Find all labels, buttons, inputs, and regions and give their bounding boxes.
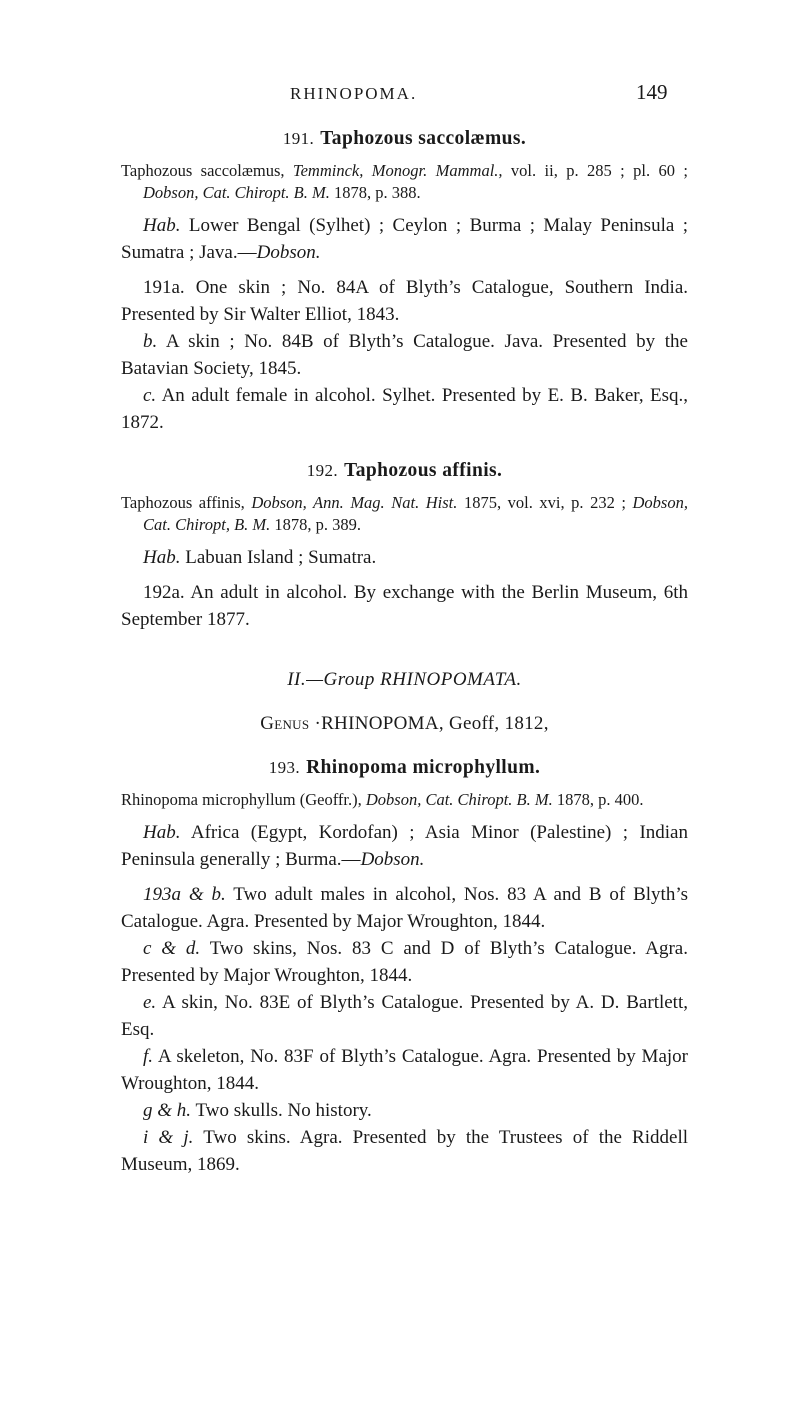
genus-text: ·RHINOPOMA, Geoff, 1812, [309, 713, 549, 734]
species-number: 191. [282, 129, 315, 148]
habitat-text: Africa (Egypt, Kordofan) ; Asia Minor (Palestine) ; Indian Peninsula generally ; Burma.— [121, 822, 688, 870]
synonym-citation: Dobson, Cat. Chiropt. B. M. [365, 790, 553, 809]
specimen-text: An adult female in alcohol. Sylhet. Presented by E. B. Baker, Esq., 1872. [121, 385, 688, 433]
habitat-text: Lower Bengal (Sylhet) ; Ceylon ; Burma ; Malay Peninsula ; Sumatra ; Java.— [121, 215, 688, 263]
page-content [121, 128, 688, 1178]
specimen-entry [121, 935, 688, 989]
specimen-key: g & h. [143, 1100, 192, 1121]
habitat-193 [121, 819, 688, 873]
habitat-authority: Dobson. [360, 849, 425, 870]
running-title: RHINOPOMA. [290, 84, 418, 103]
synonym-text: vol. ii, p. 285 ; pl. 60 ; [502, 161, 689, 180]
specimen-text: One skin ; No. 84A of Blyth’s Catalogue, Southern India. Presented by Sir Walter Elliot, 1843. [121, 277, 688, 325]
habitat-authority: Dobson. [256, 242, 321, 263]
specimen-key: 191a. [143, 277, 185, 298]
specimen-text: Two skulls. No history. [191, 1100, 372, 1121]
synonym-text: Taphozous saccolæmus, [121, 161, 293, 180]
synonymy-192 [121, 492, 688, 536]
specimen-key: c. [143, 385, 157, 406]
specimen-text: Two adult males in alcohol, Nos. 83 A and B of Blyth’s Catalogue. Agra. Presented by Major Wroughton, 1844. [121, 884, 688, 932]
synonymy-193 [121, 789, 688, 811]
synonym-citation: Dobson, Ann. Mag. Nat. Hist. [251, 493, 458, 512]
specimen-entry [121, 579, 688, 633]
specimen-entry [121, 1043, 688, 1097]
genus-prefix: Genus [260, 713, 310, 734]
habitat-label: Hab. [143, 547, 181, 568]
specimen-key: i & j. [143, 1127, 194, 1148]
synonym-citation: Temminck, Monogr. Mammal., [292, 161, 503, 180]
synonym-text: Rhinopoma microphyllum (Geoffr.), [121, 790, 366, 809]
specimen-entry [121, 382, 688, 436]
specimen-text: Two skins. Agra. Presented by the Trustees of the Riddell Museum, 1869. [121, 1127, 689, 1175]
specimen-entry [121, 881, 688, 935]
species-heading-193 [121, 757, 688, 779]
species-number: 192. [306, 461, 339, 480]
habitat-text: Labuan Island ; Sumatra. [180, 547, 377, 568]
specimen-entry [121, 274, 688, 328]
species-heading-191 [121, 128, 688, 150]
specimen-entry [121, 1124, 688, 1178]
species-name: Rhinopoma microphyllum. [306, 757, 541, 778]
habitat-label: Hab. [143, 822, 181, 843]
specimen-entry [121, 989, 688, 1043]
species-number: 193. [268, 758, 301, 777]
specimen-text: A skin ; No. 84B of Blyth’s Catalogue. Java. Presented by the Batavian Society, 1845. [121, 331, 688, 379]
synonym-text: 1878, p. 400. [552, 790, 644, 809]
specimen-text: A skin, No. 83E of Blyth’s Catalogue. Presented by A. D. Bartlett, Esq. [121, 992, 688, 1040]
specimen-text: Two skins, Nos. 83 C and D of Blyth’s Catalogue. Agra. Presented by Major Wroughton, 1844. [121, 938, 688, 986]
specimen-key: f. [143, 1046, 154, 1067]
page-number: 149 [636, 80, 668, 104]
species-name: Taphozous saccolæmus. [320, 128, 527, 149]
genus-heading [121, 713, 688, 735]
specimen-text: An adult in alcohol. By exchange with the Berlin Museum, 6th September 1877. [121, 582, 688, 630]
synonymy-191 [121, 160, 688, 204]
specimen-text: A skeleton, No. 83F of Blyth’s Catalogue. Agra. Presented by Major Wroughton, 1844. [121, 1046, 688, 1094]
specimen-key: e. [143, 992, 157, 1013]
synonym-text: 1875, vol. xvi, p. 232 ; [457, 493, 633, 512]
specimen-key: c & d. [143, 938, 201, 959]
specimen-key: b. [143, 331, 158, 352]
species-name: Taphozous affinis. [344, 460, 503, 481]
habitat-191 [121, 212, 688, 266]
specimen-entry [121, 328, 688, 382]
synonym-text: Taphozous affinis, [121, 493, 252, 512]
habitat-192 [121, 544, 688, 571]
habitat-label: Hab. [143, 215, 181, 236]
specimen-entry [121, 1097, 688, 1124]
running-head [0, 80, 801, 110]
group-heading: II.—Group RHINOPOMATA. [287, 669, 522, 690]
synonym-citation: Dobson, Cat. Chiropt, B. M. [143, 493, 688, 534]
species-heading-192 [121, 460, 688, 482]
synonym-text: 1878, p. 389. [270, 515, 362, 534]
synonym-text: 1878, p. 388. [329, 183, 421, 202]
synonym-citation: Dobson, Cat. Chiropt. B. M. [143, 183, 330, 202]
specimen-key: 192a. [143, 582, 185, 603]
specimen-key: 193a & b. [143, 884, 226, 905]
